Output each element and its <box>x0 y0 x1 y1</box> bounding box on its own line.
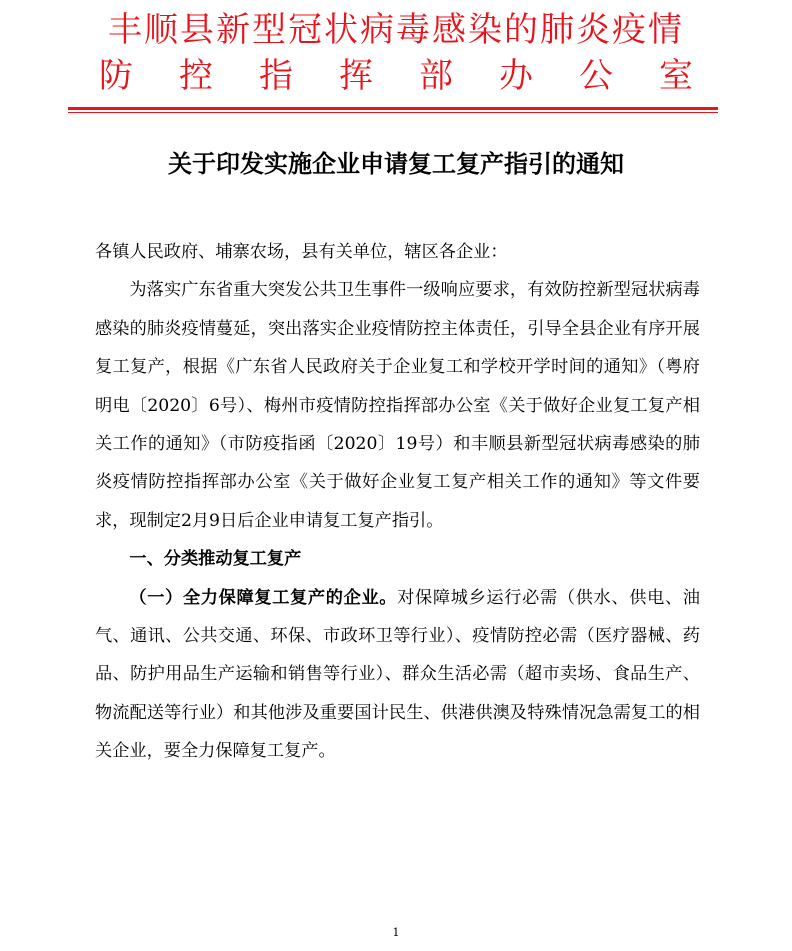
addressee-line: 各镇人民政府、埔寨农场，县有关单位，辖区各企业： <box>95 242 508 262</box>
header-char: 防 <box>99 56 133 96</box>
header-char: 部 <box>419 56 453 96</box>
subsection-paragraph <box>95 579 700 771</box>
intro-paragraph: 为落实广东省重大突发公共卫生事件一级响应要求，有效防控新型冠状病毒感染的肺炎疫情蔓延，突出落实企业疫情防控主体责任，引导全县企业有序开展复工复产，根据《广东省人民政府关于企业复工和学校开学时间的通知》（粤府明电〔2020〕6号）、梅州市疫情防控指挥部办公室《关于做好企业复工复产相关工作的通知》（市防疫指函〔2020〕19号）和丰顺县新型冠状病毒感染的肺炎疫情防控指挥部办公室《关于做好企业复工复产相关工作的通知》等文件要求，现制定2月9日后企业申请复工复产指引。 <box>95 280 700 531</box>
issuer-header-line2 <box>0 54 792 98</box>
header-char: 控 <box>179 56 213 96</box>
header-char: 室 <box>659 56 693 96</box>
header-char: 公 <box>579 56 613 96</box>
header-char: 指 <box>259 56 293 96</box>
document-title: 关于印发实施企业申请复工复产指引的通知 <box>168 149 624 178</box>
subsection-heading: （一）全力保障复工复产的企业。 <box>129 587 398 608</box>
header-divider-thin <box>68 112 718 113</box>
page-number: 1 <box>392 926 400 939</box>
section-heading: 一、分类推动复工复产 <box>129 549 302 570</box>
header-char: 办 <box>499 56 533 96</box>
subsection-body: 对保障城乡运行必需（供水、供电、油气、通讯、公共交通、环保、市政环卫等行业）、疫情防控必需（医疗器械、药品、防护用品生产运输和销售等行业）、群众生活必需（超市卖场、食品生产、物流配送等行业）和其他涉及重要国计民生、供港供澳及特殊情况急需复工的相关企业，要全力保障复工复产。 <box>95 587 700 762</box>
issuer-header-line1: 丰顺县新型冠状病毒感染的肺炎疫情 <box>108 10 684 50</box>
document-body <box>95 233 700 771</box>
header-char: 挥 <box>339 56 373 96</box>
header-divider-thick <box>68 107 718 110</box>
